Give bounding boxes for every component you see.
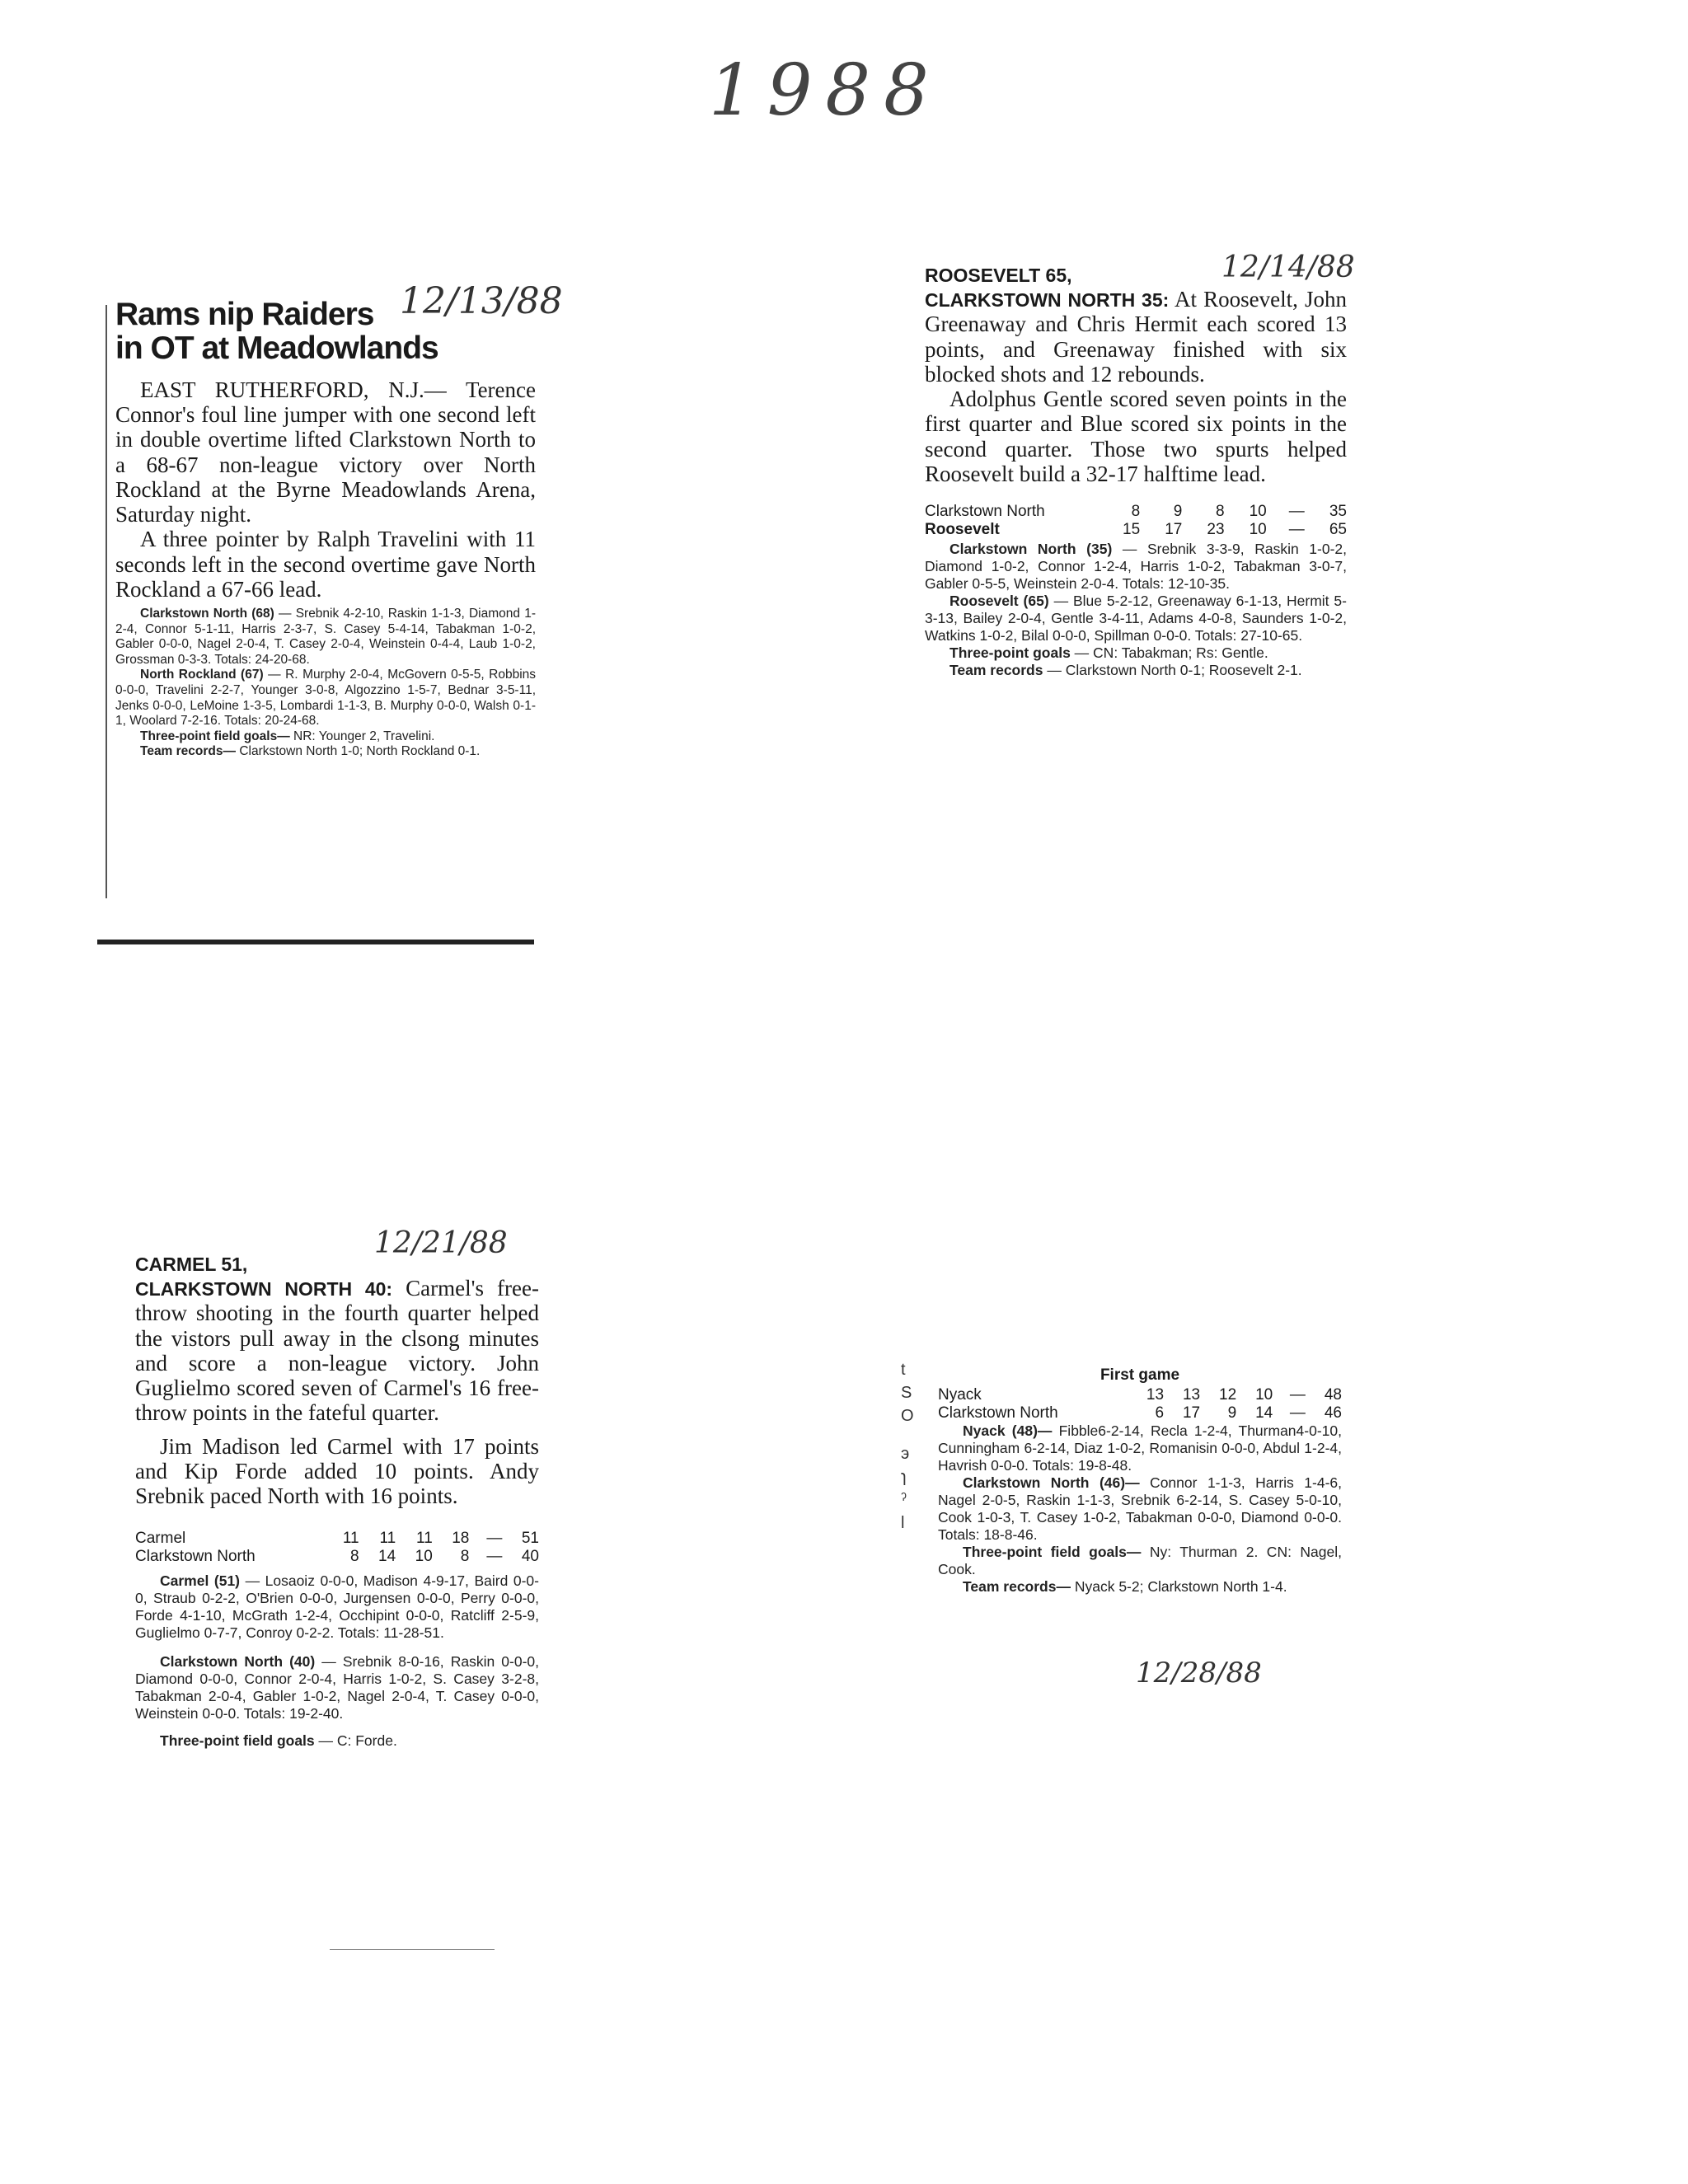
clip1-box-line xyxy=(115,607,536,668)
linescore-team: Clarkstown North xyxy=(938,1404,1058,1422)
margin-fragment: O xyxy=(901,1407,914,1425)
clip2-paragraph: Adolphus Gentle scored seven points in the first quarter and Blue scored six points in the second quarter. Those two spurts helped Roosevelt build a 32-17 halftime lead. xyxy=(925,387,1347,486)
linescore-q: 8 xyxy=(1131,503,1141,521)
clip2-box-line xyxy=(925,662,1347,679)
clip4-box-text: Ny: Thurman 2. CN: Nagel, Cook. xyxy=(938,1544,1342,1577)
margin-fragment: ˀ xyxy=(901,1491,907,1509)
clip3-box-label: Carmel (51) xyxy=(160,1572,241,1590)
linescore-team: Roosevelt xyxy=(925,521,1000,539)
clip2-box-text: — CN: Tabakman; Rs: Gentle. xyxy=(1070,644,1268,662)
clip2-box-line xyxy=(925,593,1347,644)
clip2-box-label: Clarkstown North (35) xyxy=(950,541,1113,558)
linescore-q: 11 xyxy=(342,1530,359,1548)
linescore-q: 9 xyxy=(1227,1404,1237,1422)
table-row xyxy=(925,521,1347,539)
clip4-box-text: Connor 1-1-3, Harris 1-4-6, Nagel 2-0-5, Raskin 1-1-3, Srebnik 6-2-14, S. Casey 5-0-10, Cook 1-0-3, T. Casey 1-0-2, Tabakman 0-0-0, Diamond 0-0-0. Totals: 18-8-46. xyxy=(938,1474,1342,1543)
clip4-box-text: Nyack 5-2; Clarkstown North 1-4. xyxy=(1070,1578,1287,1595)
clip4-box-label: Nyack (48)— xyxy=(963,1422,1053,1439)
clip2-lead-line2: CLARKSTOWN NORTH 35: xyxy=(925,289,1170,312)
table-row xyxy=(938,1404,1342,1422)
linescore-q: 6 xyxy=(1155,1404,1165,1422)
clip3-bottom-rule xyxy=(330,1949,495,1950)
clip4-box-line xyxy=(938,1544,1342,1578)
linescore-dash: — xyxy=(1288,503,1305,521)
linescore-q: 13 xyxy=(1146,1386,1165,1404)
linescore-dash: — xyxy=(1289,1386,1306,1404)
clip2-paragraph-text: At Roosevelt, John Greenaway and Chris Hermit each scored 13 points, and Greenaway finished with six blocked shots and 12 rebounds. xyxy=(925,287,1348,387)
clip3-box-label: Clarkstown North (40) xyxy=(160,1653,316,1671)
table-row xyxy=(135,1530,539,1548)
clip3-date-note: 12/21/88 xyxy=(374,1226,508,1260)
linescore-q: 13 xyxy=(1182,1386,1201,1404)
clip4-box-line xyxy=(938,1578,1342,1596)
clip4-box-label: Three-point field goals— xyxy=(963,1544,1142,1560)
linescore-q: 18 xyxy=(452,1530,470,1548)
year-handwritten-note: 1988 xyxy=(709,49,942,132)
linescore-q: 8 xyxy=(1215,503,1225,521)
clip3-lead-line1: CARMEL 51, xyxy=(135,1254,248,1275)
linescore-q: 12 xyxy=(1219,1386,1237,1404)
table-row xyxy=(938,1386,1342,1404)
clip3-box-label: Three-point field goals xyxy=(160,1732,315,1750)
linescore-total: 65 xyxy=(1329,521,1347,539)
linescore-q: 14 xyxy=(1255,1404,1273,1422)
linescore-dash: — xyxy=(1289,1404,1306,1422)
clip3-box-line xyxy=(135,1732,539,1750)
clip3-paragraph-text: Carmel's free-throw shooting in the fourth quarter helped the vistors pull away in the clsong minutes and score a non-league victory. John Guglielmo scored seven of Carmel's 16 free-throw points in the fateful quarter. xyxy=(135,1276,539,1426)
clip3-box-line xyxy=(135,1653,539,1722)
linescore-total: 46 xyxy=(1324,1404,1342,1422)
clip1-box-label: Clarkstown North (68) xyxy=(140,606,274,621)
clip1-box-text: — Srebnik 4-2-10, Raskin 1-1-3, Diamond 1-2-4, Connor 5-1-11, Harris 2-3-7, S. Casey 5-4-14, Tabakman 1-0-2, Gabler 0-0-0, Nagel 2-0-4, T. Casey 2-0-4, Weinstein 0-4-4, Laub 1-0-2, Grossman 0-3-3. Totals: 24-20-68. xyxy=(115,606,536,667)
clip1-date-note: 12/13/88 xyxy=(400,280,563,322)
linescore-q: 8 xyxy=(460,1548,470,1566)
clip1-box-label: Three-point field goals— xyxy=(140,729,290,743)
linescore-q: 8 xyxy=(350,1548,359,1566)
table-row xyxy=(925,503,1347,521)
clip2-box-line xyxy=(925,644,1347,662)
clipping-first-game-nyack xyxy=(938,1366,1342,1690)
linescore-team: Carmel xyxy=(135,1530,186,1548)
clip1-box-label: Team records— xyxy=(140,744,237,759)
clip3-lead-line2: CLARKSTOWN NORTH 40: xyxy=(135,1278,393,1301)
linescore-team: Clarkstown North xyxy=(135,1548,256,1566)
clip4-title: First game xyxy=(1100,1366,1180,1384)
linescore-team: Clarkstown North xyxy=(925,503,1045,521)
clip2-box-label: Roosevelt (65) xyxy=(950,593,1049,610)
clip2-linescore xyxy=(925,503,1347,539)
margin-fragment: t xyxy=(901,1361,906,1379)
clip2-box-text: — Srebnik 3-3-9, Raskin 1-0-2, Diamond 1-0-2, Connor 1-2-4, Harris 1-0-2, Tabakman 3-0-7, Gabler 0-5-5, Weinstein 2-0-4. Totals: 12-10-35. xyxy=(925,541,1348,593)
clip3-paragraph xyxy=(135,1251,539,1426)
clip4-box-label: Clarkstown North (46)— xyxy=(963,1474,1140,1491)
clip1-box-line xyxy=(115,744,536,760)
clip3-box-text: — Srebnik 8-0-16, Raskin 0-0-0, Diamond 0-0-0, Connor 2-0-4, Harris 1-0-2, S. Casey 3-2-8, Tabakman 2-0-4, Gabler 1-0-2, Nagel 2-0-4, T. Casey 0-0-0, Weinstein 0-0-0. Totals: 19-2-40. xyxy=(135,1653,539,1722)
linescore-total: 40 xyxy=(521,1548,539,1566)
clip4-box-text: Fibble6-2-14, Recla 1-2-4, Thurman4-0-10, Cunningham 6-2-14, Diaz 1-0-2, Romanisin 0-0-0, Abdul 1-2-4, Havrish 0-0-0. Totals: 19-8-48. xyxy=(938,1422,1342,1474)
clip4-box-label: Team records— xyxy=(963,1578,1071,1595)
linescore-q: 17 xyxy=(1182,1404,1201,1422)
clip3-box-text: — C: Forde. xyxy=(314,1732,397,1750)
clip1-left-rule xyxy=(106,305,107,898)
clip1-box-text: — R. Murphy 2-0-4, McGovern 0-5-5, Robbins 0-0-0, Travelini 2-2-7, Younger 3-0-8, Algozzino 1-5-7, Bednar 3-5-11, Jenks 0-0-0, LeMoine 1-3-5, Lombardi 1-1-3, B. Murphy 0-0-0, Walsh 0-1-1, Woolard 7-2-16. Totals: 20-24-68. xyxy=(115,668,537,729)
linescore-q: 23 xyxy=(1207,521,1225,539)
clip1-paragraph: A three pointer by Ralph Travelini with 11 seconds left in the second overtime gave North Rockland a 67-66 lead. xyxy=(115,527,536,602)
clip3-paragraph: Jim Madison led Carmel with 17 points and Kip Forde added 10 points. Andy Srebnik paced North with 16 points. xyxy=(135,1433,539,1509)
linescore-total: 35 xyxy=(1329,503,1347,521)
clip2-lead-line1: ROOSEVELT 65, xyxy=(925,265,1072,286)
linescore-q: 10 xyxy=(415,1548,433,1566)
linescore-q: 14 xyxy=(378,1548,396,1566)
table-row xyxy=(135,1548,539,1566)
linescore-q: 11 xyxy=(416,1530,433,1548)
clip1-box-line xyxy=(115,668,536,729)
clipping-rams-nip-raiders xyxy=(115,280,563,760)
linescore-total: 51 xyxy=(521,1530,539,1548)
linescore-dash: — xyxy=(486,1530,503,1548)
clip3-linescore xyxy=(135,1530,539,1566)
clip2-box-label: Three-point goals xyxy=(950,644,1071,662)
clip1-headline-line2: in OT at Meadowlands xyxy=(115,330,438,366)
clip1-box-text: Clarkstown North 1-0; North Rockland 0-1. xyxy=(236,744,481,759)
clip1-box-label: North Rockland (67) xyxy=(140,668,264,682)
linescore-q: 15 xyxy=(1123,521,1141,539)
linescore-total: 48 xyxy=(1324,1386,1342,1404)
clip4-box-line xyxy=(938,1474,1342,1544)
clip2-box-text: — Blue 5-2-12, Greenaway 6-1-13, Hermit 5-3-13, Bailey 2-0-4, Gentle 3-4-11, Adams 4-0-8, Saunders 1-0-2, Watkins 1-0-2, Bilal 0-0-0, Spillman 0-0-0. Totals: 27-10-65. xyxy=(925,593,1347,644)
margin-fragment: l xyxy=(901,1514,905,1532)
clip2-box-label: Team records xyxy=(950,662,1043,679)
linescore-q: 9 xyxy=(1173,503,1183,521)
linescore-dash: — xyxy=(486,1548,503,1566)
clip1-bottom-rule xyxy=(97,940,534,944)
clip1-box-text: NR: Younger 2, Travelini. xyxy=(289,729,435,743)
linescore-q: 10 xyxy=(1249,521,1267,539)
clip4-date-note: 12/28/88 xyxy=(1136,1657,1262,1690)
clip4-box-line xyxy=(938,1422,1342,1474)
clip1-paragraph: EAST RUTHERFORD, N.J.— Terence Connor's foul line jumper with one second left in double overtime lifted Clarkstown North to a 68-67 non-league victory over North Rockland at the Byrne Meadowlands Arena, Saturday night. xyxy=(115,377,536,527)
linescore-q: 10 xyxy=(1255,1386,1273,1404)
clipping-carmel-51 xyxy=(135,1226,539,1750)
linescore-q: 17 xyxy=(1165,521,1183,539)
clip2-date-note: 12/14/88 xyxy=(1221,251,1355,284)
clip3-box-text: — Losaoiz 0-0-0, Madison 4-9-17, Baird 0-0-0, Straub 0-2-2, O'Brien 0-0-0, Jurgensen 0-0-0, Perry 0-0-0, Forde 4-1-10, McGrath 1-2-4, Occhipint 0-0-0, Ratcliff 2-5-9, Guglielmo 0-7-7, Conroy 0-2-2. Totals: 11-28-51. xyxy=(135,1572,539,1642)
margin-fragment: э xyxy=(901,1445,910,1463)
clip1-box-line xyxy=(115,729,536,745)
clip2-box-text: — Clarkstown North 0-1; Roosevelt 2-1. xyxy=(1043,662,1302,679)
linescore-team: Nyack xyxy=(938,1386,982,1404)
linescore-q: 10 xyxy=(1249,503,1267,521)
clip3-box-line xyxy=(135,1572,539,1642)
clip2-box-line xyxy=(925,541,1347,593)
clip4-margin-fragments xyxy=(901,1358,917,1535)
clip4-linescore xyxy=(938,1386,1342,1422)
linescore-q: 11 xyxy=(379,1530,396,1548)
clipping-roosevelt-65 xyxy=(925,251,1355,679)
clip1-headline-line1: Rams nip Raiders xyxy=(115,297,374,332)
linescore-dash: — xyxy=(1288,521,1305,539)
margin-fragment: ɿ xyxy=(901,1468,907,1486)
margin-fragment: S xyxy=(901,1384,912,1402)
